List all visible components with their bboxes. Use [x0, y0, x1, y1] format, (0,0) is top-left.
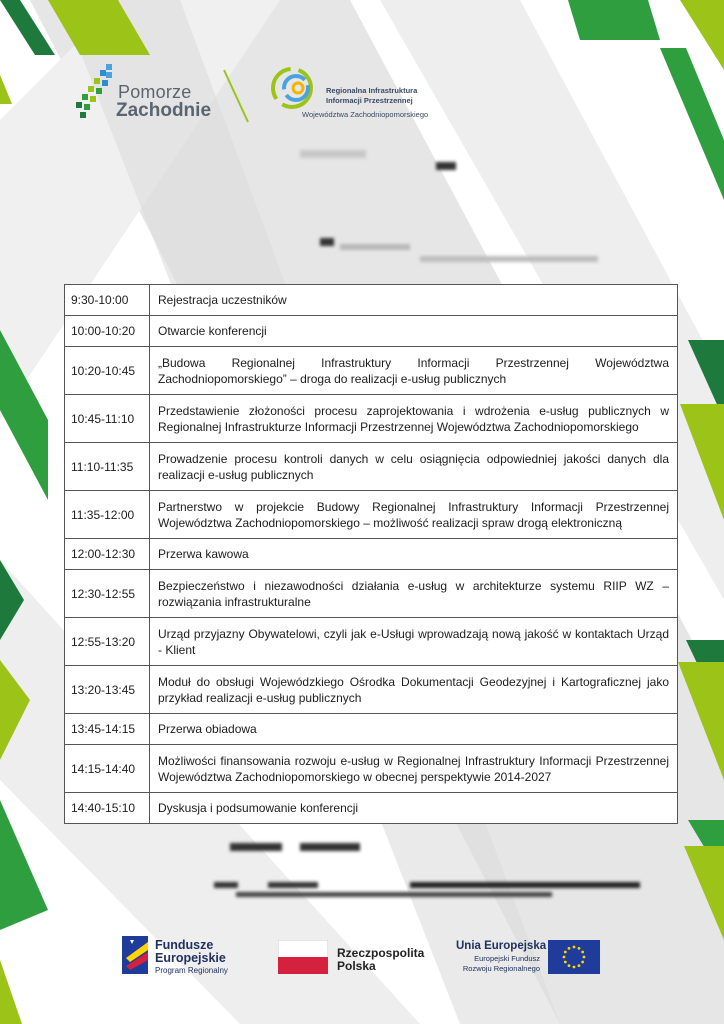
agenda-row — [65, 491, 678, 539]
rzeczpospolita-text: Rzeczpospolita — [337, 946, 425, 960]
agenda-description: Dyskusja i podsumowanie konferencji — [150, 793, 678, 824]
riip-circle-icon — [268, 66, 324, 110]
agenda-row — [65, 570, 678, 618]
agenda-time: 10:45-11:10 — [65, 395, 150, 443]
agenda-row — [65, 539, 678, 570]
efrr-line2-text: Rozwoju Regionalnego — [462, 964, 540, 973]
agenda-description: Urząd przyjazny Obywatelowi, czyli jak e-Usługi wprowadzają nową jakość w kontaktach Urząd - Klient — [150, 618, 678, 666]
pomorze-zachodnie-logo — [76, 62, 216, 124]
redacted-mark — [300, 150, 366, 158]
eu-flag-icon — [548, 940, 600, 974]
agenda-row — [65, 793, 678, 824]
redacted-mark — [268, 882, 318, 888]
agenda-row — [65, 395, 678, 443]
agenda-time: 11:10-11:35 — [65, 443, 150, 491]
eu-star-icon — [573, 946, 576, 949]
agenda-row — [65, 347, 678, 395]
logo-divider — [222, 68, 252, 124]
agenda-time: 10:20-10:45 — [65, 347, 150, 395]
agenda-table — [64, 284, 678, 824]
agenda-description: Partnerstwo w projekcie Budowy Regionalnej Infrastruktury Informacji Przestrzennej Województwa Zachodniopomorskiego – możliwość realizacji spraw drogą elektroniczną — [150, 491, 678, 539]
eu-star-icon — [573, 966, 576, 969]
redacted-mark — [300, 843, 360, 851]
agenda-row — [65, 714, 678, 745]
agenda-description: Rejestracja uczestników — [150, 285, 678, 316]
riip-logo — [268, 66, 468, 122]
eu-star-icon — [564, 951, 567, 954]
agenda-time: 14:15-14:40 — [65, 745, 150, 793]
eu-star-icon — [578, 947, 581, 950]
eu-star-icon — [568, 947, 571, 950]
redacted-mark — [420, 256, 598, 262]
redacted-mark — [236, 892, 552, 897]
agenda-time: 12:00-12:30 — [65, 539, 150, 570]
poland-flag-icon — [278, 940, 328, 974]
agenda-description: Moduł do obsługi Wojewódzkiego Ośrodka Dokumentacji Geodezyjnej i Kartograficznej jako przykład realizacji e-usług publicznych — [150, 666, 678, 714]
redacted-mark — [320, 238, 334, 246]
eu-star-icon — [583, 956, 586, 959]
agenda-row — [65, 285, 678, 316]
riip-title-line1: Regionalna Infrastruktura — [326, 86, 418, 95]
agenda-description: Przedstawienie złożoności procesu zaprojektowania i wdrożenia e-usług publicznych w Regionalnej Infrastrukturze Informacji Przestrzennej Województwa Zachodniopomorskiego — [150, 395, 678, 443]
agenda-time: 11:35-12:00 — [65, 491, 150, 539]
eu-star-icon — [581, 951, 584, 954]
eu-star-icon — [578, 964, 581, 967]
agenda-time: 14:40-15:10 — [65, 793, 150, 824]
agenda-description: Możliwości finansowania rozwoju e-usług w Regionalnej Infrastruktury Informacji Przestrzennej Województwa Zachodniopomorskiego w obecnej perspektywie 2014-2027 — [150, 745, 678, 793]
agenda-time: 12:55-13:20 — [65, 618, 150, 666]
redacted-mark — [410, 882, 640, 888]
unia-europejska-text: Unia Europejska — [456, 940, 547, 952]
agenda-description: Przerwa obiadowa — [150, 714, 678, 745]
redacted-mark — [340, 244, 410, 250]
agenda-time: 10:00-10:20 — [65, 316, 150, 347]
agenda-time: 12:30-12:55 — [65, 570, 150, 618]
agenda-description: Bezpieczeństwo i niezawodności działania e-usług w architekturze systemu RIIP WZ – rozwiązania infrastrukturalne — [150, 570, 678, 618]
redacted-mark — [436, 162, 456, 170]
agenda-time: 9:30-10:00 — [65, 285, 150, 316]
eu-star-icon — [564, 961, 567, 964]
fundusze-europejskie-icon — [120, 934, 152, 976]
eu-star-icon — [568, 964, 571, 967]
polska-text: Polska — [337, 959, 376, 973]
eu-star-icon — [581, 961, 584, 964]
agenda-row — [65, 745, 678, 793]
agenda-row — [65, 666, 678, 714]
redacted-mark — [230, 843, 282, 851]
zachodnie-text: Zachodnie — [116, 100, 212, 121]
fundusze-text: Fundusze — [155, 938, 214, 952]
pomorze-text: Pomorze — [118, 82, 192, 102]
europejskie-text: Europejskie — [155, 951, 226, 965]
program-regionalny-text: Program Regionalny — [155, 966, 228, 975]
eu-star-icon — [563, 956, 566, 959]
agenda-description: „Budowa Regionalnej Infrastruktury Informacji Przestrzennej Województwa Zachodniopomorskiego” – droga do realizacji e-usług publicznych — [150, 347, 678, 395]
agenda-row — [65, 618, 678, 666]
agenda-description: Prowadzenie procesu kontroli danych w celu osiągnięcia odpowiedniej jakości danych dla realizacji e-usług publicznych — [150, 443, 678, 491]
agenda-time: 13:45-14:15 — [65, 714, 150, 745]
footer-logos — [0, 920, 724, 1024]
riip-subtitle: Województwa Zachodniopomorskiego — [302, 110, 429, 119]
agenda-description: Otwarcie konferencji — [150, 316, 678, 347]
agenda-time: 13:20-13:45 — [65, 666, 150, 714]
pomorze-pixel-icon — [76, 62, 118, 124]
redacted-mark — [214, 882, 238, 888]
agenda-description: Przerwa kawowa — [150, 539, 678, 570]
riip-title-line2: Informacji Przestrzennej — [326, 96, 413, 105]
efrr-line1-text: Europejski Fundusz — [474, 954, 540, 963]
agenda-row — [65, 443, 678, 491]
agenda-row — [65, 316, 678, 347]
